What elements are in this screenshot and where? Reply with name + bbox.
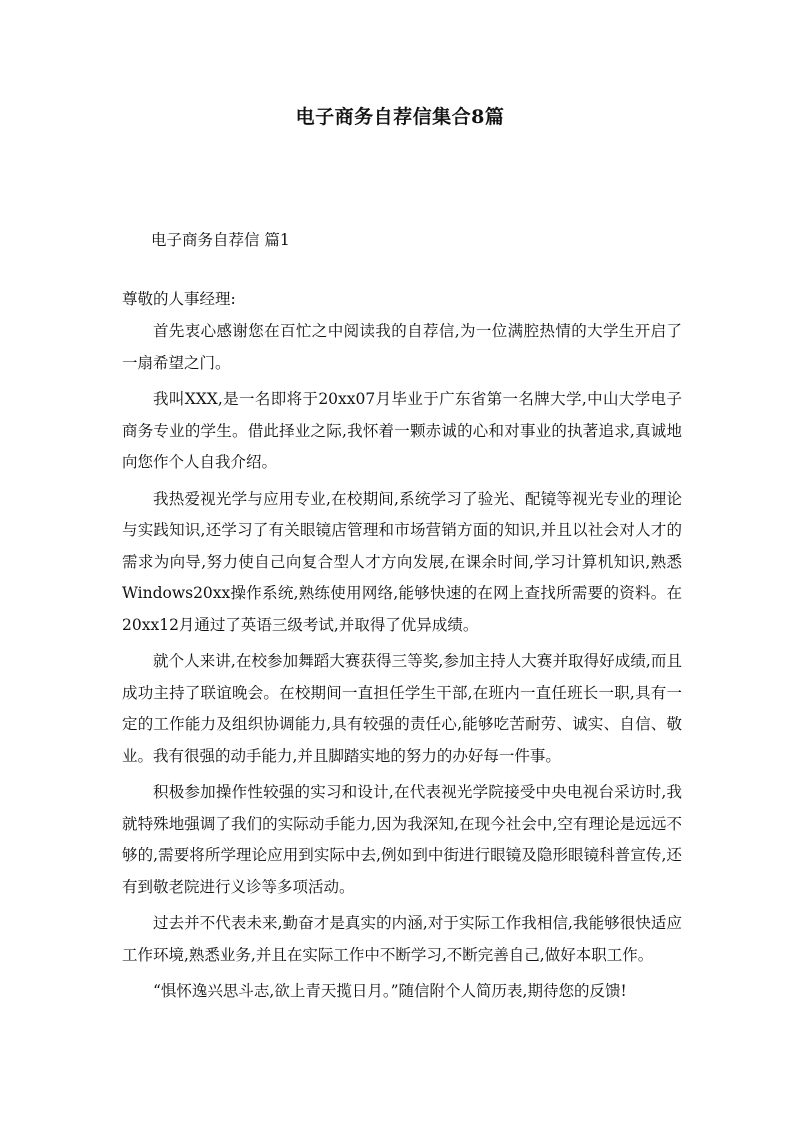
paragraph-1: 首先衷心感谢您在百忙之中阅读我的自荐信,为一位满腔热情的大学生开启了一扇希望之门。 xyxy=(122,322,682,372)
paragraph-6: 过去并不代表未来,勤奋才是真实的内涵,对于实际工作我相信,我能够很快适应工作环境,熟悉业务,并且在实际工作中不断学习,不断完善自己,做好本职工作。 xyxy=(122,914,682,964)
section-heading: 电子商务自荐信 篇1 xyxy=(151,231,290,249)
letter-greeting: 尊敬的人事经理: xyxy=(122,290,236,308)
document-title: 电子商务自荐信集合8篇 xyxy=(295,106,505,128)
paragraph-5: 积极参加操作性较强的实习和设计,在代表视光学院接受中央电视台采访时,我就特殊地强调了我们的实际动手能力,因为我深知,在现今社会中,空有理论是远远不够的,需要将所学理论应用到实际中去,例如到中街进行眼镜及隐形眼镜科普宣传,还有到敬老院进行义诊等多项活动。 xyxy=(122,783,682,896)
paragraph-4: 就个人来讲,在校参加舞蹈大赛获得三等奖,参加主持人大赛并取得好成绩,而且成功主持了联谊晚会。在校期间一直担任学生干部,在班内一直任班长一职,具有一定的工作能力及组织协调能力,具有较强的责任心,能够吃苦耐劳、诚实、自信、敬业。我有很强的动手能力,并且脚踏实地的努力的办好每一件事。 xyxy=(122,652,682,765)
letter-body xyxy=(122,316,682,1008)
paragraph-3: 我热爱视光学与应用专业,在校期间,系统学习了验光、配镜等视光专业的理论与实践知识,还学习了有关眼镜店管理和市场营销方面的知识,并且以社会对人才的需求为向导,努力使自己向复合型人才方向发展,在课余时间,学习计算机知识,熟悉Windows20xx操作系统,熟练使用网络,能够快速的在网上查找所需要的资料。在20xx12月通过了英语三级考试,并取得了优异成绩。 xyxy=(122,489,682,634)
paragraph-7: “惧怀逸兴思斗志,欲上青天揽日月。”随信附个人简历表,期待您的反馈! xyxy=(153,982,627,1000)
paragraph-2: 我叫XXX,是一名即将于20xx07月毕业于广东省第一名牌大学,中山大学电子商务专业的学生。借此择业之际,我怀着一颗赤诚的心和对事业的执著追求,真诚地向您作个人自我介绍。 xyxy=(122,390,682,471)
